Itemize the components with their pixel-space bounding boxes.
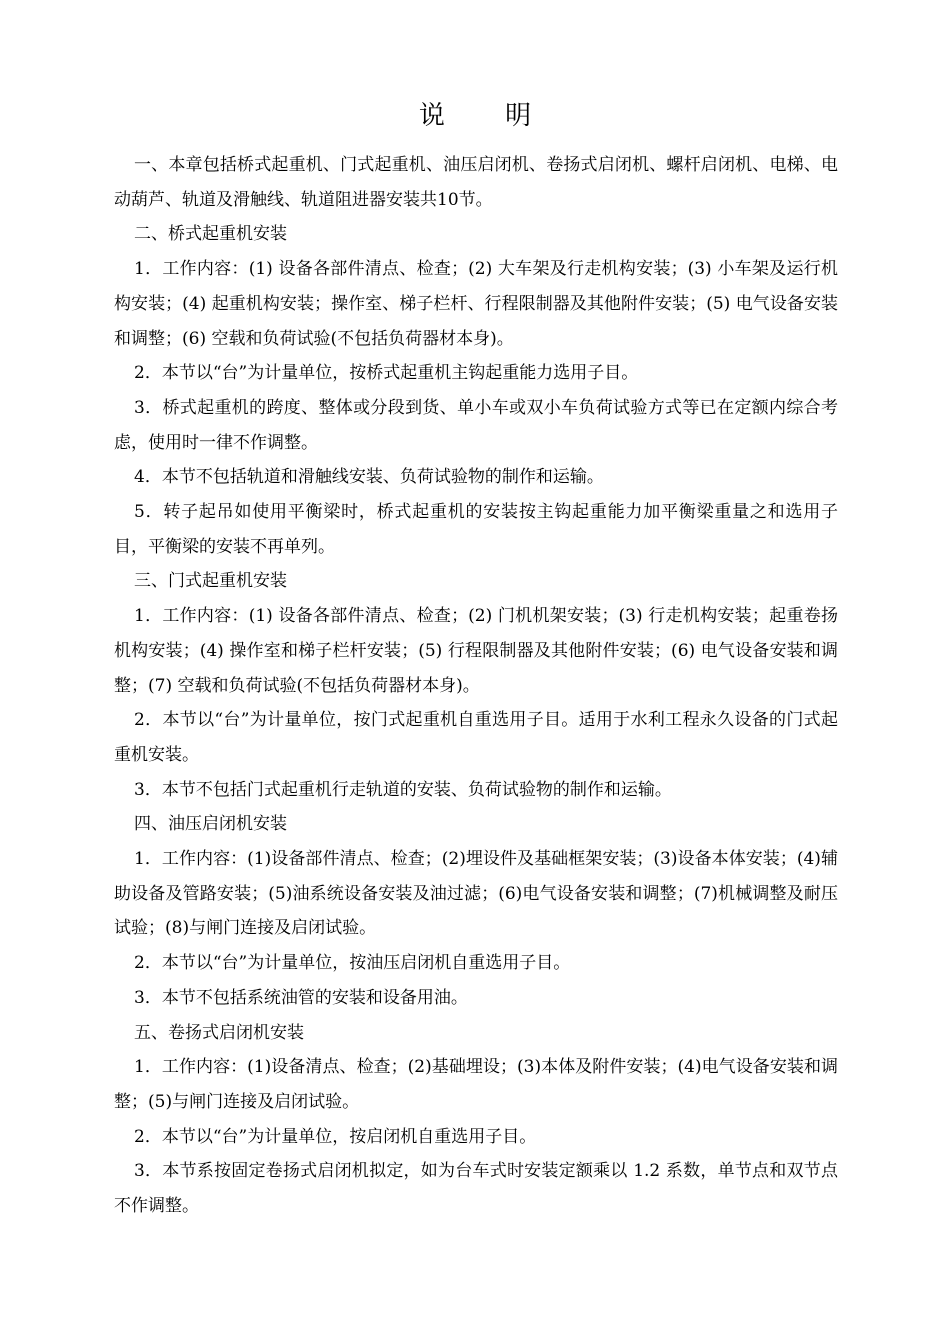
paragraph: 1．工作内容：(1)设备部件清点、检查；(2)埋设件及基础框架安装；(3)设备本体安装；(4)辅助设备及管路安装；(5)油系统设备安装及油过滤；(6)电气设备安装和调整；(7)机械调整及耐压试验；(8)与闸门连接及启闭试验。 — [114, 849, 838, 939]
section-heading: 五、卷扬式启闭机安装 — [134, 1022, 304, 1043]
paragraph: 1．工作内容：(1)设备清点、检查；(2)基础埋设；(3)本体及附件安装；(4)电气设备安装和调整；(5)与闸门连接及启闭试验。 — [114, 1057, 838, 1112]
section-heading: 三、门式起重机安装 — [134, 571, 287, 592]
paragraph: 5．转子起吊如使用平衡梁时，桥式起重机的安装按主钩起重能力加平衡梁重量之和选用子目，平衡梁的安装不再单列。 — [114, 502, 838, 557]
paragraph: 2．本节以“台”为计量单位，按启闭机自重选用子目。 — [134, 1126, 537, 1147]
paragraph: 3．桥式起重机的跨度、整体或分段到货、单小车或双小车负荷试验方式等已在定额内综合考虑，使用时一律不作调整。 — [114, 397, 838, 453]
section-heading: 四、油压启闭机安装 — [134, 814, 287, 835]
section-heading: 二、桥式起重机安装 — [134, 224, 287, 245]
paragraph: 3．本节不包括门式起重机行走轨道的安装、负荷试验物的制作和运输。 — [134, 779, 672, 800]
paragraph: 2．本节以“台”为计量单位，按油压启闭机自重选用子目。 — [134, 953, 571, 974]
paragraph: 1．工作内容：(1) 设备各部件清点、检查；(2) 大车架及行走机构安装；(3) 小车架及运行机构安装；(4) 起重机构安装；操作室、梯子栏杆、行程限制器及其他附件安装；(5) 电气设备安装和调整；(6) 空载和负荷试验(不包括负荷器材本身)。 — [114, 259, 838, 349]
paragraph: 1．工作内容：(1) 设备各部件清点、检查；(2) 门机机架安装；(3) 行走机构安装；起重卷扬机构安装；(4) 操作室和梯子栏杆安装；(5) 行程限制器及其他附件安装；(6) 电气设备安装和调整；(7) 空载和负荷试验(不包括负荷器材本身)。 — [114, 606, 838, 696]
paragraph: 4．本节不包括轨道和滑触线安装、负荷试验物的制作和运输。 — [134, 467, 604, 488]
paragraph: 3．本节系按固定卷扬式启闭机拟定，如为台车式时安装定额乘以 1.2 系数，单节点和双节点不作调整。 — [114, 1161, 838, 1217]
paragraph: 一、本章包括桥式起重机、门式起重机、油压启闭机、卷扬式启闭机、螺杆启闭机、电梯、电动葫芦、轨道及滑触线、轨道阻进器安装共10节。 — [114, 155, 838, 210]
paragraph: 3．本节不包括系统油管的安装和设备用油。 — [134, 987, 468, 1008]
document-body — [114, 148, 838, 1224]
page-title: 说 明 — [418, 101, 558, 131]
paragraph: 2．本节以“台”为计量单位，按门式起重机自重选用子目。适用于水利工程永久设备的门式起重机安装。 — [114, 710, 838, 765]
paragraph: 2．本节以“台”为计量单位，按桥式起重机主钩起重能力选用子目。 — [134, 363, 639, 384]
